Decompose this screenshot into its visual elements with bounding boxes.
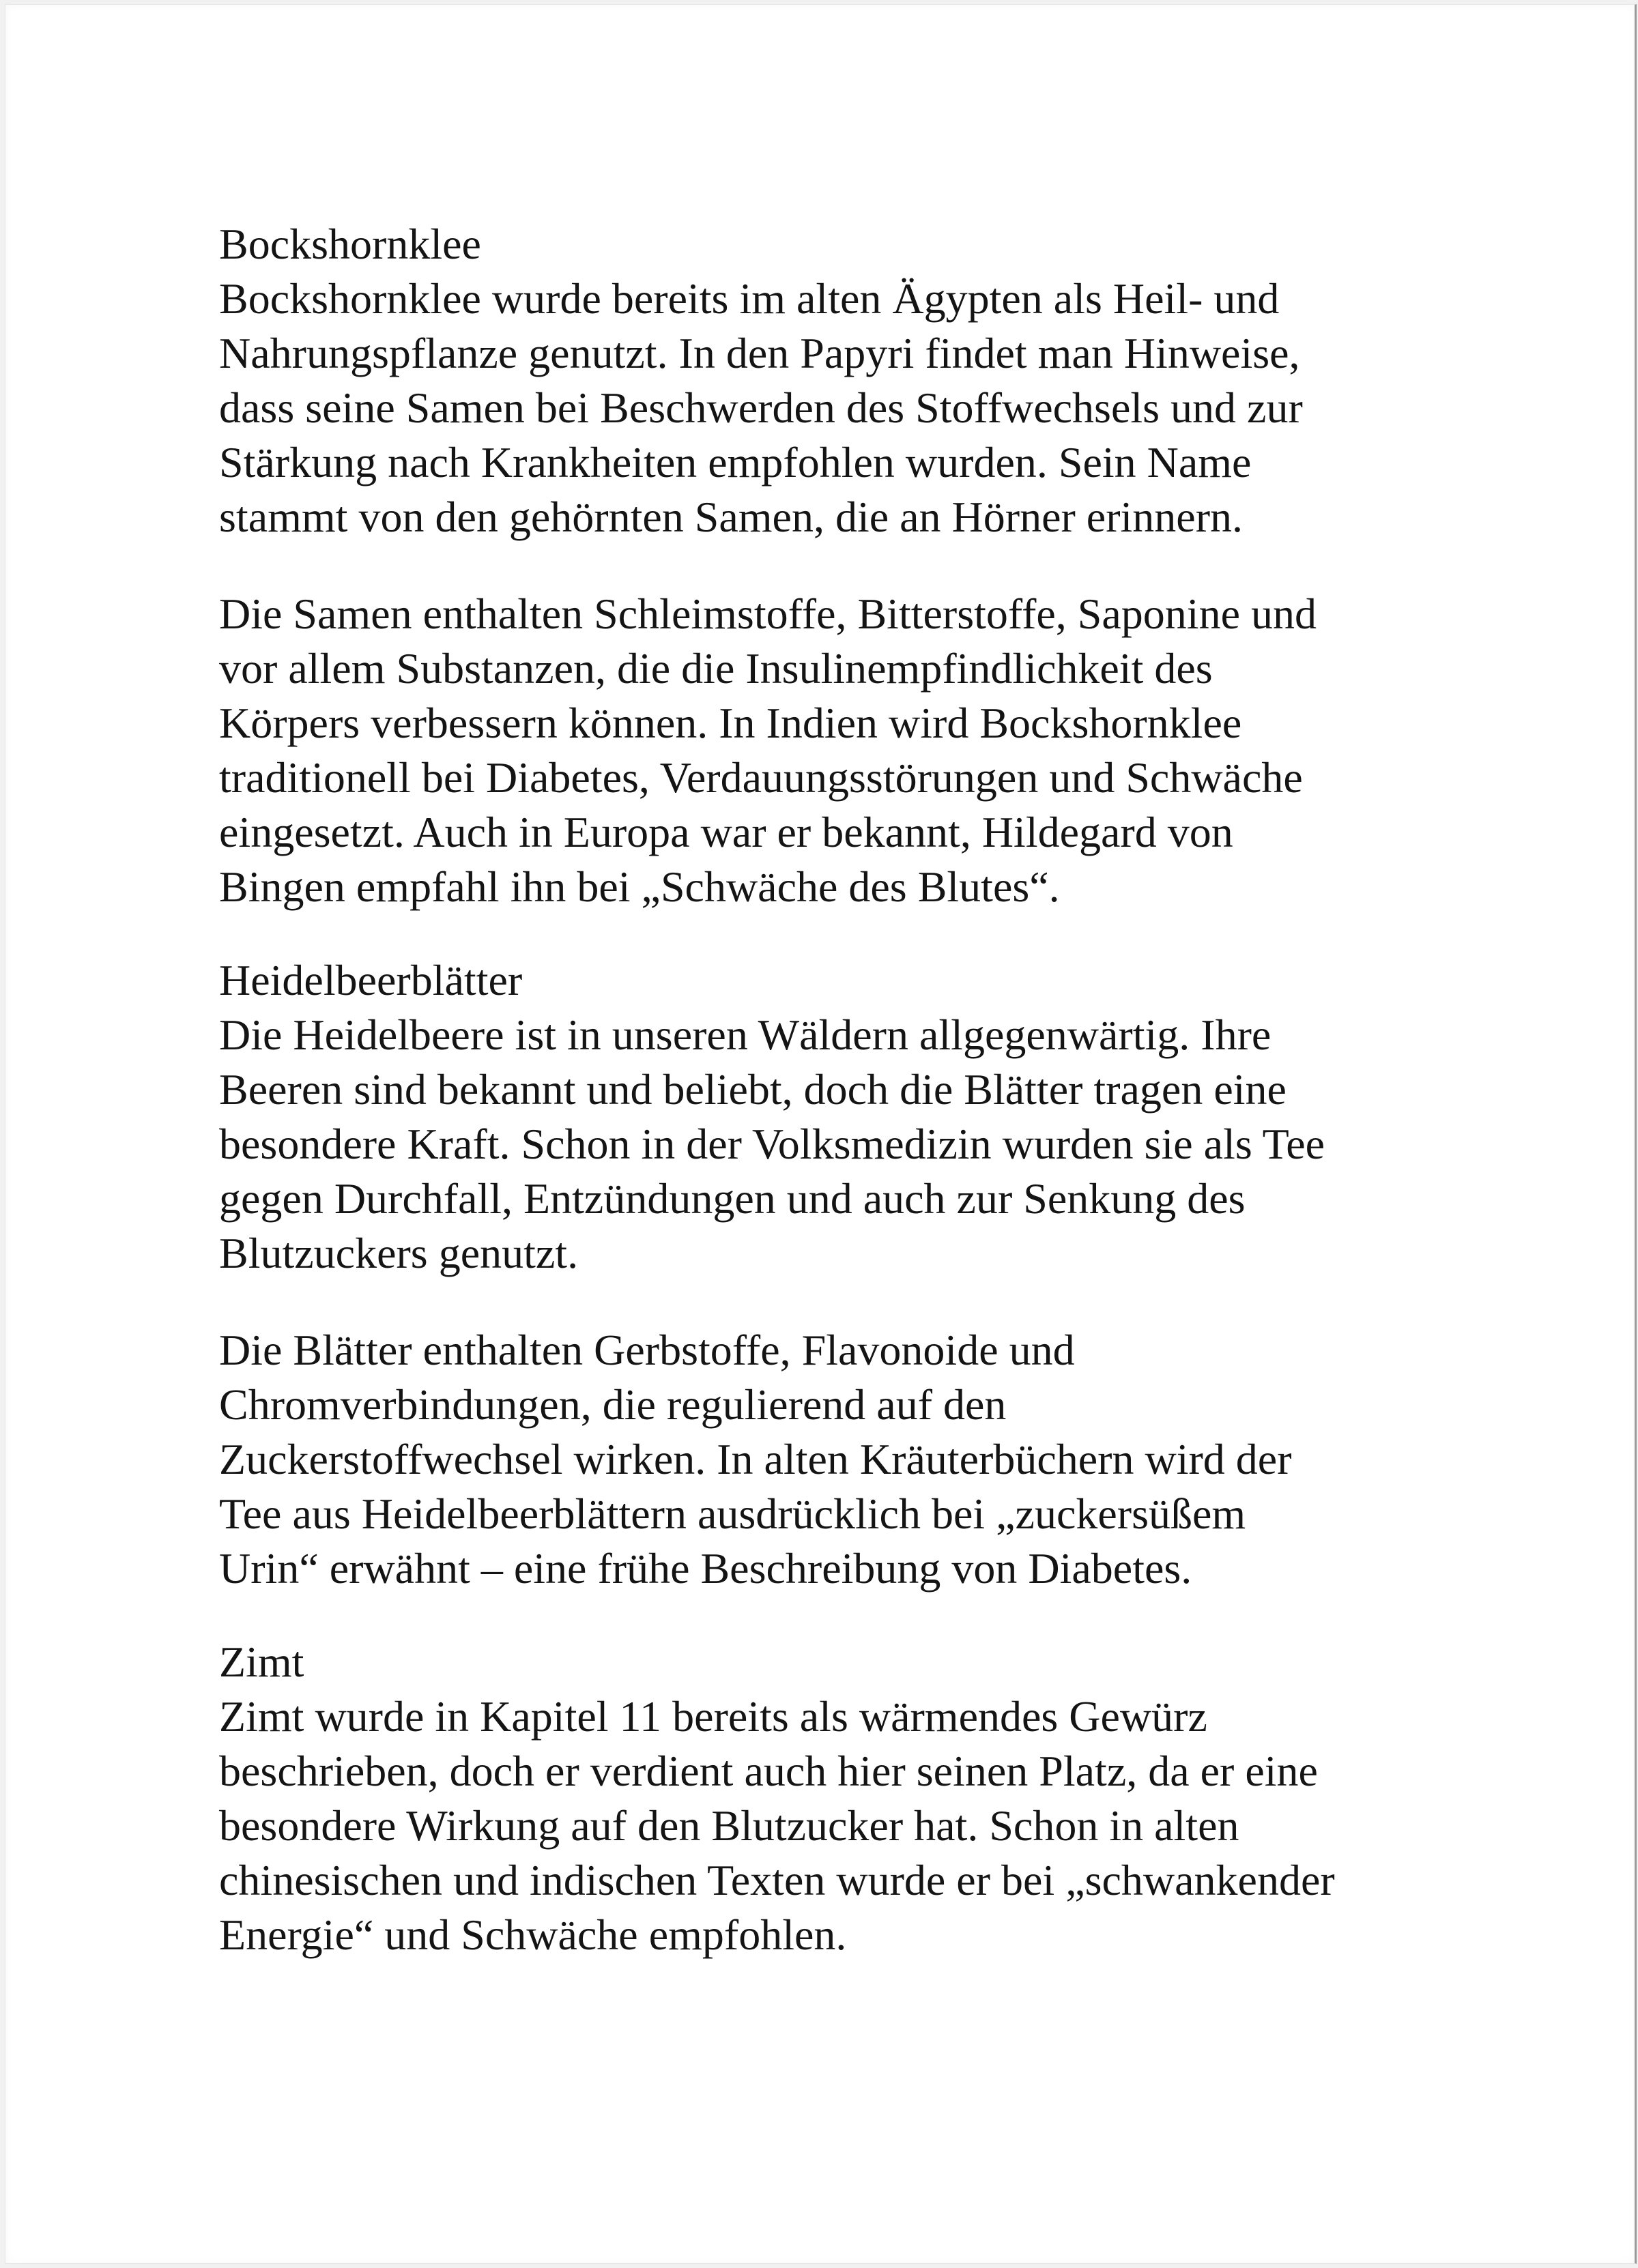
text-line: besondere Wirkung auf den Blutzucker hat. Schon in alten bbox=[219, 1801, 1239, 1850]
section-zimt bbox=[219, 1635, 1448, 1962]
text-line: vor allem Substanzen, die die Insulinempfindlichkeit des bbox=[219, 644, 1213, 693]
text-line: Chromverbindungen, die regulierend auf den bbox=[219, 1380, 1007, 1429]
text-line: Nahrungspflanze genutzt. In den Papyri findet man Hinweise, bbox=[219, 329, 1300, 377]
section-bockshornklee bbox=[219, 217, 1448, 914]
text-line: Bockshornklee wurde bereits im alten Ägypten als Heil- und bbox=[219, 274, 1280, 323]
section-heidelbeerblaetter bbox=[219, 953, 1448, 1596]
text-line: traditionell bei Diabetes, Verdauungsstörungen und Schwäche bbox=[219, 753, 1303, 802]
text-line: Bingen empfahl ihn bei „Schwäche des Blutes“. bbox=[219, 862, 1060, 911]
text-line: Die Heidelbeere ist in unseren Wäldern allgegenwärtig. Ihre bbox=[219, 1011, 1271, 1059]
paragraph bbox=[219, 587, 1448, 914]
text-line: Stärkung nach Krankheiten empfohlen wurden. Sein Name bbox=[219, 438, 1252, 486]
text-line: Energie“ und Schwäche empfohlen. bbox=[219, 1910, 847, 1959]
paragraph bbox=[219, 272, 1448, 544]
text-line: Zuckerstoffwechsel wirken. In alten Kräuterbüchern wird der bbox=[219, 1435, 1292, 1483]
section-heading: Heidelbeerblätter bbox=[219, 956, 523, 1004]
text-line: besondere Kraft. Schon in der Volksmedizin wurden sie als Tee bbox=[219, 1120, 1325, 1168]
text-line: gegen Durchfall, Entzündungen und auch zur Senkung des bbox=[219, 1174, 1246, 1223]
text-line: Beeren sind bekannt und beliebt, doch die Blätter tragen eine bbox=[219, 1065, 1287, 1114]
text-line: Blutzuckers genutzt. bbox=[219, 1229, 579, 1277]
paragraph bbox=[219, 1323, 1448, 1596]
text-line: Die Blätter enthalten Gerbstoffe, Flavonoide und bbox=[219, 1326, 1075, 1374]
text-line: beschrieben, doch er verdient auch hier seinen Platz, da er eine bbox=[219, 1747, 1318, 1795]
document-page bbox=[5, 4, 1637, 2264]
section-heading: Bockshornklee bbox=[219, 220, 481, 268]
section-heading: Zimt bbox=[219, 1638, 304, 1686]
text-line: Urin“ erwähnt – eine frühe Beschreibung von Diabetes. bbox=[219, 1544, 1192, 1593]
text-line: chinesischen und indischen Texten wurde er bei „schwankender bbox=[219, 1856, 1335, 1904]
text-line: eingesetzt. Auch in Europa war er bekannt, Hildegard von bbox=[219, 808, 1233, 856]
text-line: Zimt wurde in Kapitel 11 bereits als wärmendes Gewürz bbox=[219, 1692, 1207, 1741]
text-line: dass seine Samen bei Beschwerden des Stoffwechsels und zur bbox=[219, 383, 1303, 432]
text-line: stammt von den gehörnten Samen, die an Hörner erinnern. bbox=[219, 493, 1243, 541]
text-line: Körpers verbessern können. In Indien wird Bockshornklee bbox=[219, 699, 1242, 747]
text-line: Tee aus Heidelbeerblättern ausdrücklich bei „zuckersüßem bbox=[219, 1489, 1246, 1538]
document-text bbox=[219, 217, 1448, 1962]
text-line: Die Samen enthalten Schleimstoffe, Bitterstoffe, Saponine und bbox=[219, 590, 1317, 638]
paragraph bbox=[219, 1689, 1448, 1962]
paragraph bbox=[219, 1008, 1448, 1281]
